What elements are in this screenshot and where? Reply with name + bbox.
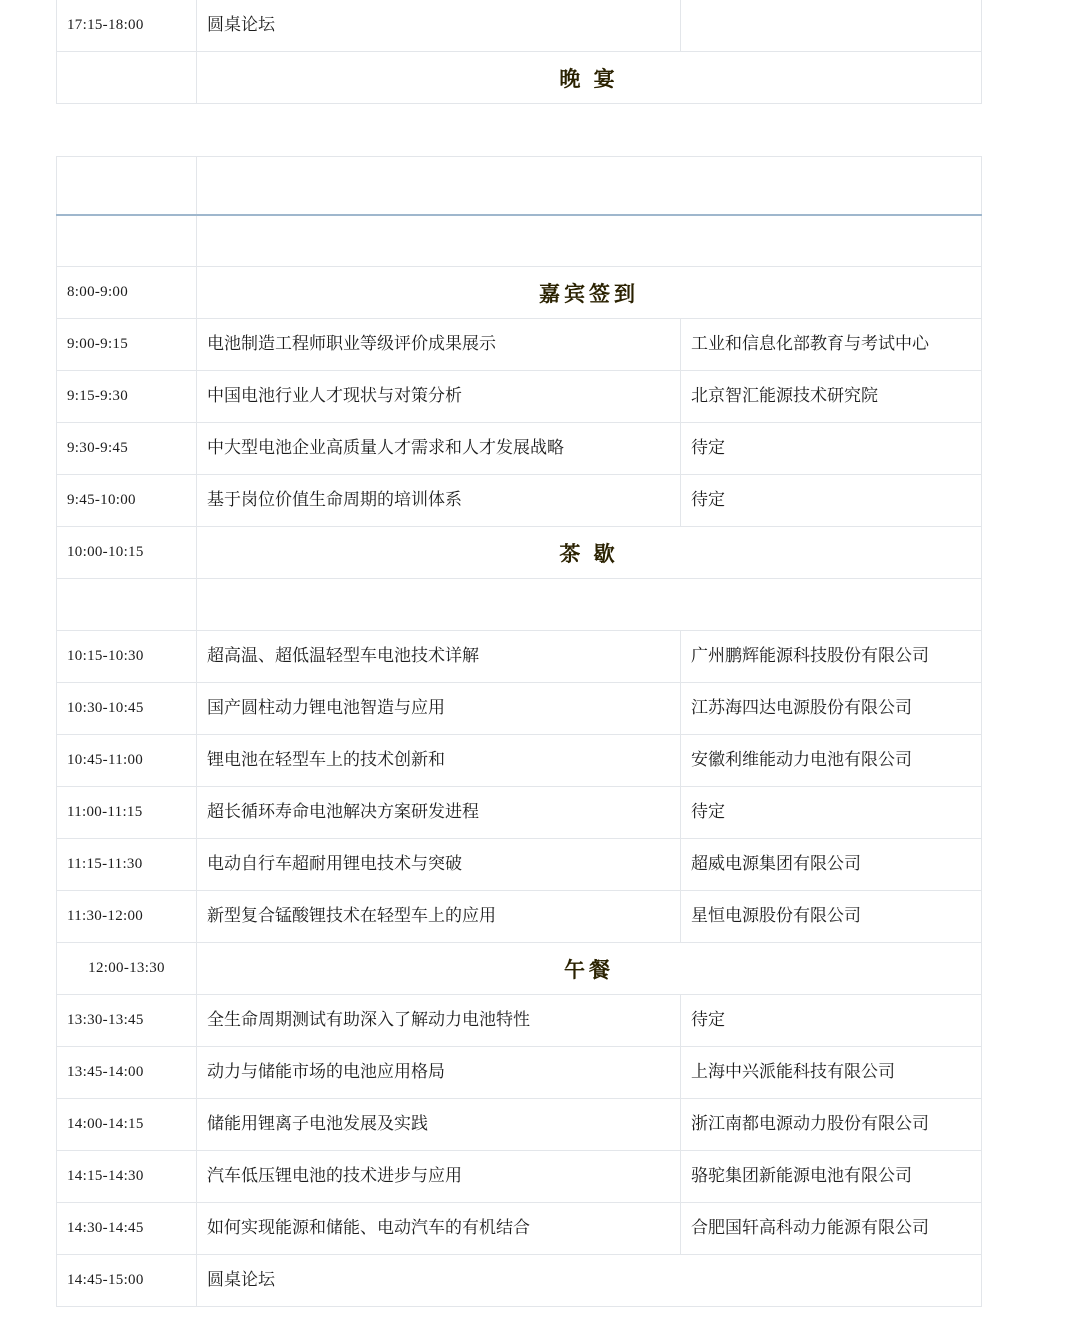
agenda-title-banner: 10 月 23 日（第二天·上午）会议议程 [197, 157, 982, 215]
row-organization: 上海中兴派能科技有限公司 [681, 1047, 982, 1099]
break-row [57, 52, 982, 104]
row-organization: 骆驼集团新能源电池有限公司 [681, 1151, 982, 1203]
row-time: 13:45-14:00 [57, 1047, 197, 1099]
break-row [57, 943, 982, 995]
break-row [57, 527, 982, 579]
row-organization: 工业和信息化部教育与考试中心 [681, 319, 982, 371]
row-organization: 浙江南都电源动力股份有限公司 [681, 1099, 982, 1151]
row-topic: 中国电池行业人才现状与对策分析 [197, 371, 681, 423]
row-time: 11:00-11:15 [57, 787, 197, 839]
table-row [57, 735, 982, 787]
row-organization: 待定 [681, 423, 982, 475]
row-time: 8:00-9:00 [57, 267, 197, 319]
row-topic: 超高温、超低温轻型车电池技术详解 [197, 631, 681, 683]
row-topic: 电池制造工程师职业等级评价成果展示 [197, 319, 681, 371]
row-topic: 电动自行车超耐用锂电技术与突破 [197, 839, 681, 891]
row-organization: 待定 [681, 995, 982, 1047]
table-row [57, 891, 982, 943]
row-organization: 安徽利维能动力电池有限公司 [681, 735, 982, 787]
break-banner: 嘉宾签到 [197, 267, 982, 319]
table-day2-body [57, 157, 982, 1307]
row-organization: 待定 [681, 787, 982, 839]
session-banner: 专场五：人才引领发展 [197, 215, 982, 267]
table-row [57, 1151, 982, 1203]
break-banner: 午餐 [197, 943, 982, 995]
table-row [57, 1099, 982, 1151]
row-topic: 中大型电池企业高质量人才需求和人才发展战略 [197, 423, 681, 475]
table-row [57, 1203, 982, 1255]
table-row [57, 1047, 982, 1099]
table-top-body [57, 0, 982, 104]
table-row [57, 423, 982, 475]
row-time [57, 52, 197, 104]
session-banner: 专场六：多元化应用创新和技术挑战 [197, 579, 982, 631]
table-row [57, 683, 982, 735]
session-band-row [57, 215, 982, 267]
row-topic: 汽车低压锂电池的技术进步与应用 [197, 1151, 681, 1203]
row-time: 11:30-12:00 [57, 891, 197, 943]
agenda-table-day1-tail [56, 0, 982, 104]
table-row [57, 995, 982, 1047]
row-time: 14:15-14:30 [57, 1151, 197, 1203]
row-topic: 新型复合锰酸锂技术在轻型车上的应用 [197, 891, 681, 943]
row-topic: 圆桌论坛 [197, 0, 681, 52]
row-time: 13:30-13:45 [57, 995, 197, 1047]
row-topic: 如何实现能源和储能、电动汽车的有机结合 [197, 1203, 681, 1255]
title-row [57, 157, 982, 215]
row-time: 14:30-14:45 [57, 1203, 197, 1255]
row-organization: 待定 [681, 475, 982, 527]
table-row [57, 839, 982, 891]
row-topic: 圆桌论坛 [197, 1255, 982, 1307]
table-row [57, 319, 982, 371]
table-row [57, 631, 982, 683]
row-organization: 北京智汇能源技术研究院 [681, 371, 982, 423]
break-banner: 茶 歇 [197, 527, 982, 579]
agenda-table-day2 [56, 156, 982, 1307]
table-row [57, 787, 982, 839]
row-organization [681, 0, 982, 52]
title-row-time-cell [57, 157, 197, 215]
row-time [57, 215, 197, 267]
row-topic: 全生命周期测试有助深入了解动力电池特性 [197, 995, 681, 1047]
row-topic: 国产圆柱动力锂电池智造与应用 [197, 683, 681, 735]
row-time: 9:45-10:00 [57, 475, 197, 527]
row-organization: 超威电源集团有限公司 [681, 839, 982, 891]
row-time: 17:15-18:00 [57, 0, 197, 52]
row-time [57, 579, 197, 631]
row-time: 14:00-14:15 [57, 1099, 197, 1151]
row-time: 10:00-10:15 [57, 527, 197, 579]
row-topic: 储能用锂离子电池发展及实践 [197, 1099, 681, 1151]
break-banner: 晚 宴 [197, 52, 982, 104]
row-organization: 广州鹏辉能源科技股份有限公司 [681, 631, 982, 683]
row-topic: 超长循环寿命电池解决方案研发进程 [197, 787, 681, 839]
row-time: 9:30-9:45 [57, 423, 197, 475]
row-time: 10:15-10:30 [57, 631, 197, 683]
row-time: 10:45-11:00 [57, 735, 197, 787]
row-organization: 星恒电源股份有限公司 [681, 891, 982, 943]
table-row [57, 1255, 982, 1307]
row-time: 14:45-15:00 [57, 1255, 197, 1307]
row-topic: 锂电池在轻型车上的技术创新和 [197, 735, 681, 787]
row-time: 11:15-11:30 [57, 839, 197, 891]
table-row [57, 0, 982, 52]
table-row [57, 371, 982, 423]
row-time: 10:30-10:45 [57, 683, 197, 735]
row-topic: 基于岗位价值生命周期的培训体系 [197, 475, 681, 527]
row-organization: 江苏海四达电源股份有限公司 [681, 683, 982, 735]
session-band-row [57, 579, 982, 631]
row-time: 9:00-9:15 [57, 319, 197, 371]
row-organization: 合肥国轩高科动力能源有限公司 [681, 1203, 982, 1255]
table-row [57, 475, 982, 527]
row-time: 12:00-13:30 [57, 943, 197, 995]
row-time: 9:15-9:30 [57, 371, 197, 423]
break-row [57, 267, 982, 319]
row-topic: 动力与储能市场的电池应用格局 [197, 1047, 681, 1099]
